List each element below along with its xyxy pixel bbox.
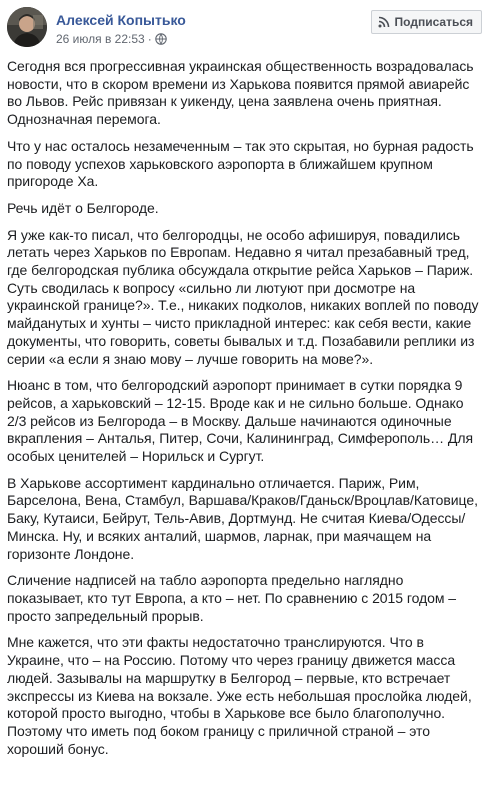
avatar[interactable]	[7, 7, 47, 47]
meta-separator: ·	[147, 32, 152, 46]
rss-icon	[378, 16, 390, 28]
post-meta	[56, 32, 167, 46]
post-paragraph: Нюанс в том, что белгородский аэропорт принимает в сутки порядка 9 рейсов, а харьковский – 12-15. Вроде как и не сильно больше. Однако 2/3 рейсов из Белгорода – в Москву. Дальше начинаются одиночные вкрапления – Анталья, Питер, Сочи, Калининград, Симферополь… Для особых ценителей – Норильск и Сургут.	[7, 377, 473, 465]
post-paragraph: Мне кажется, что эти факты недостаточно транслируются. Что в Украине, что – на Россию. Потому что через границу движется масса людей. Зазывалы на маршрутку в Белгород – первые, кто встречает экспрессы из Киева на вокзале. Уже есть небольшая прослойка людей, которой просто выгодно, чтобы в Харькове все было благополучно. Поэтому что иметь под боком границу с приличной страной – это хороший бонус.	[7, 634, 472, 757]
post-paragraph: Сегодня вся прогрессивная украинская общественность возрадовалась новости, что в скором времени из Харькова появится прямой авиарейс во Львов. Рейс привязан к уикенду, цена заявлена очень приятная. Однозначная перемога.	[7, 58, 474, 128]
post-paragraph: Я уже как-то писал, что белгородцы, не особо афишируя, повадились летать через Харьков по Европам. Недавно я читал презабавный тред, где белгородская публика обсуждала открытие рейса Харьков – Париж. Суть сводилась к вопросу «сильно ли лютуют при досмотре на украинской границе?». Т.е., никаких подколов, никаких воплей по поводу майданутых и хунты – чисто прикладной интерес: как себя вести, какие документы, что говорить, советы бывалых и т.д. Позабавили реплики из серии «а если я знаю мову – лучше говорить на мове?».	[7, 226, 479, 367]
post-timestamp[interactable]: 26 июля в 22:53	[56, 32, 145, 46]
post-paragraph: Что у нас осталось незамеченным – так это скрытая, но бурная радость по поводу успехов харьковского аэропорта в ближайшем крупном пригороде Ха.	[7, 137, 474, 190]
post-paragraph: В Харькове ассортимент кардинально отличается. Париж, Рим, Барселона, Вена, Стамбул, Варшава/Краков/Гданьск/Вроцлав/Катовице, Баку, Кутаиси, Бейрут, Тель-Авив, Дортмунд. Не считая Киева/Одессы/Минска. Ну, и всяких анталий, шармов, ларнак, при маячащем на горизонте Лондоне.	[7, 474, 478, 562]
post-body	[0, 58, 491, 758]
post-paragraph: Речь идёт о Белгороде.	[7, 199, 159, 216]
subscribe-label: Подписаться	[394, 15, 473, 29]
author-name[interactable]: Алексей Копытько	[56, 12, 186, 28]
globe-icon[interactable]	[155, 33, 167, 45]
post-paragraph: Сличение надписей на табло аэропорта предельно наглядно показывает, кто тут Европа, а кто – нет. По сравнению с 2015 годом – просто запредельный прорыв.	[7, 572, 457, 624]
avatar-image	[7, 7, 47, 47]
subscribe-button[interactable]	[371, 10, 482, 34]
post-header	[0, 0, 491, 58]
